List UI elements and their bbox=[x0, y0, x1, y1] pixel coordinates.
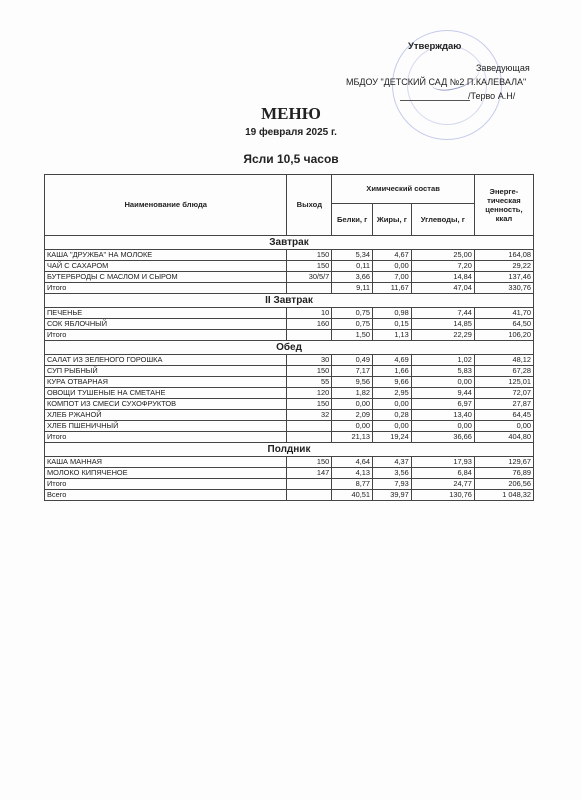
dish-name: ХЛЕБ РЖАНОЙ bbox=[45, 410, 287, 421]
energy-cell: 41,70 bbox=[474, 308, 533, 319]
group-name: Ясли 10,5 часов bbox=[243, 152, 339, 166]
section-title: II Завтрак bbox=[45, 294, 534, 308]
protein-cell: 1,50 bbox=[332, 330, 373, 341]
menu-table-body bbox=[45, 236, 534, 501]
fat-cell: 0,00 bbox=[373, 399, 412, 410]
carbs-cell: 6,84 bbox=[411, 468, 474, 479]
header-fat: Жиры, г bbox=[373, 204, 412, 236]
table-row bbox=[45, 457, 534, 468]
table-row bbox=[45, 308, 534, 319]
energy-cell: 1 048,32 bbox=[474, 490, 533, 501]
output-cell: 32 bbox=[287, 410, 332, 421]
table-row bbox=[45, 468, 534, 479]
protein-cell: 5,34 bbox=[332, 250, 373, 261]
carbs-cell: 7,44 bbox=[411, 308, 474, 319]
fat-cell: 4,69 bbox=[373, 355, 412, 366]
protein-cell: 0,75 bbox=[332, 319, 373, 330]
output-cell: 30 bbox=[287, 355, 332, 366]
fat-cell: 7,00 bbox=[373, 272, 412, 283]
fat-cell: 2,95 bbox=[373, 388, 412, 399]
fat-cell: 3,56 bbox=[373, 468, 412, 479]
output-cell bbox=[287, 330, 332, 341]
energy-cell: 137,46 bbox=[474, 272, 533, 283]
protein-cell: 2,09 bbox=[332, 410, 373, 421]
protein-cell: 4,64 bbox=[332, 457, 373, 468]
dish-name: СУП РЫБНЫЙ bbox=[45, 366, 287, 377]
signature-line bbox=[400, 100, 470, 101]
fat-cell: 39,97 bbox=[373, 490, 412, 501]
total-row bbox=[45, 479, 534, 490]
carbs-cell: 5,83 bbox=[411, 366, 474, 377]
dish-name: КАША МАННАЯ bbox=[45, 457, 287, 468]
dish-name: ЧАЙ С САХАРОМ bbox=[45, 261, 287, 272]
fat-cell: 11,67 bbox=[373, 283, 412, 294]
total-row bbox=[45, 432, 534, 443]
energy-cell: 164,08 bbox=[474, 250, 533, 261]
energy-cell: 125,01 bbox=[474, 377, 533, 388]
dish-name: ПЕЧЕНЬЕ bbox=[45, 308, 287, 319]
fat-cell: 9,66 bbox=[373, 377, 412, 388]
carbs-cell: 17,93 bbox=[411, 457, 474, 468]
protein-cell: 0,00 bbox=[332, 399, 373, 410]
output-cell: 150 bbox=[287, 457, 332, 468]
carbs-cell: 6,97 bbox=[411, 399, 474, 410]
fat-cell: 1,66 bbox=[373, 366, 412, 377]
protein-cell: 0,00 bbox=[332, 421, 373, 432]
total-label: Итого bbox=[45, 432, 287, 443]
output-cell: 150 bbox=[287, 366, 332, 377]
protein-cell: 40,51 bbox=[332, 490, 373, 501]
total-label: Итого bbox=[45, 283, 287, 294]
fat-cell: 0,00 bbox=[373, 261, 412, 272]
fat-cell: 19,24 bbox=[373, 432, 412, 443]
energy-cell: 106,20 bbox=[474, 330, 533, 341]
energy-cell: 404,80 bbox=[474, 432, 533, 443]
approval-position: Заведующая bbox=[476, 63, 530, 73]
table-row bbox=[45, 355, 534, 366]
output-cell bbox=[287, 490, 332, 501]
section-title: Полдник bbox=[45, 443, 534, 457]
dish-name: ХЛЕБ ПШЕНИЧНЫЙ bbox=[45, 421, 287, 432]
energy-cell: 48,12 bbox=[474, 355, 533, 366]
carbs-cell: 36,66 bbox=[411, 432, 474, 443]
table-row bbox=[45, 250, 534, 261]
table-row bbox=[45, 261, 534, 272]
section-row bbox=[45, 341, 534, 355]
fat-cell: 4,37 bbox=[373, 457, 412, 468]
section-title: Завтрак bbox=[45, 236, 534, 250]
carbs-cell: 130,76 bbox=[411, 490, 474, 501]
total-row bbox=[45, 330, 534, 341]
header-energy: Энерге-тическая ценность, ккал bbox=[474, 175, 533, 236]
section-row bbox=[45, 236, 534, 250]
output-cell: 147 bbox=[287, 468, 332, 479]
protein-cell: 9,56 bbox=[332, 377, 373, 388]
section-title: Обед bbox=[45, 341, 534, 355]
dish-name: КАША "ДРУЖБА" НА МОЛОКЕ bbox=[45, 250, 287, 261]
energy-cell: 330,76 bbox=[474, 283, 533, 294]
protein-cell: 0,75 bbox=[332, 308, 373, 319]
output-cell bbox=[287, 432, 332, 443]
output-cell bbox=[287, 283, 332, 294]
protein-cell: 8,77 bbox=[332, 479, 373, 490]
fat-cell: 0,00 bbox=[373, 421, 412, 432]
carbs-cell: 0,00 bbox=[411, 377, 474, 388]
header-protein: Белки, г bbox=[332, 204, 373, 236]
total-label: Итого bbox=[45, 330, 287, 341]
output-cell: 160 bbox=[287, 319, 332, 330]
carbs-cell: 7,20 bbox=[411, 261, 474, 272]
approval-name: /Терво А.Н/ bbox=[468, 91, 516, 101]
table-row bbox=[45, 410, 534, 421]
energy-cell: 64,45 bbox=[474, 410, 533, 421]
total-row bbox=[45, 283, 534, 294]
dish-name: ОВОЩИ ТУШЕНЫЕ НА СМЕТАНЕ bbox=[45, 388, 287, 399]
carbs-cell: 22,29 bbox=[411, 330, 474, 341]
menu-date: 19 февраля 2025 г. bbox=[245, 127, 337, 138]
carbs-cell: 13,40 bbox=[411, 410, 474, 421]
output-cell: 10 bbox=[287, 308, 332, 319]
header-carbs: Углеводы, г bbox=[411, 204, 474, 236]
dish-name: КОМПОТ ИЗ СМЕСИ СУХОФРУКТОВ bbox=[45, 399, 287, 410]
dish-name: БУТЕРБРОДЫ С МАСЛОМ И СЫРОМ bbox=[45, 272, 287, 283]
approval-organization: МБДОУ "ДЕТСКИЙ САД №2 П.КАЛЕВАЛА" bbox=[346, 77, 527, 87]
carbs-cell: 25,00 bbox=[411, 250, 474, 261]
protein-cell: 21,13 bbox=[332, 432, 373, 443]
table-row bbox=[45, 272, 534, 283]
protein-cell: 7,17 bbox=[332, 366, 373, 377]
energy-cell: 72,07 bbox=[474, 388, 533, 399]
menu-table bbox=[44, 174, 534, 501]
protein-cell: 9,11 bbox=[332, 283, 373, 294]
protein-cell: 0,49 bbox=[332, 355, 373, 366]
fat-cell: 1,13 bbox=[373, 330, 412, 341]
section-row bbox=[45, 443, 534, 457]
dish-name: КУРА ОТВАРНАЯ bbox=[45, 377, 287, 388]
dish-name: МОЛОКО КИПЯЧЕНОЕ bbox=[45, 468, 287, 479]
output-cell bbox=[287, 479, 332, 490]
header-output: Выход bbox=[287, 175, 332, 236]
energy-cell: 129,67 bbox=[474, 457, 533, 468]
carbs-cell: 0,00 bbox=[411, 421, 474, 432]
energy-cell: 0,00 bbox=[474, 421, 533, 432]
carbs-cell: 47,04 bbox=[411, 283, 474, 294]
dish-name: САЛАТ ИЗ ЗЕЛЕНОГО ГОРОШКА bbox=[45, 355, 287, 366]
fat-cell: 7,93 bbox=[373, 479, 412, 490]
total-label: Итого bbox=[45, 479, 287, 490]
protein-cell: 4,13 bbox=[332, 468, 373, 479]
fat-cell: 0,98 bbox=[373, 308, 412, 319]
section-row bbox=[45, 294, 534, 308]
protein-cell: 1,82 bbox=[332, 388, 373, 399]
carbs-cell: 9,44 bbox=[411, 388, 474, 399]
energy-cell: 206,56 bbox=[474, 479, 533, 490]
table-row bbox=[45, 319, 534, 330]
grand-total-row bbox=[45, 490, 534, 501]
page-title: МЕНЮ bbox=[261, 104, 321, 123]
dish-name: СОК ЯБЛОЧНЫЙ bbox=[45, 319, 287, 330]
fat-cell: 0,15 bbox=[373, 319, 412, 330]
output-cell bbox=[287, 421, 332, 432]
header-name: Наименование блюда bbox=[45, 175, 287, 236]
energy-cell: 27,87 bbox=[474, 399, 533, 410]
table-row bbox=[45, 399, 534, 410]
output-cell: 150 bbox=[287, 399, 332, 410]
total-label: Всего bbox=[45, 490, 287, 501]
table-row bbox=[45, 421, 534, 432]
approval-label: Утверждаю bbox=[408, 41, 462, 52]
table-row bbox=[45, 388, 534, 399]
output-cell: 150 bbox=[287, 261, 332, 272]
protein-cell: 3,66 bbox=[332, 272, 373, 283]
output-cell: 30/5/7 bbox=[287, 272, 332, 283]
table-row bbox=[45, 377, 534, 388]
table-row bbox=[45, 366, 534, 377]
fat-cell: 0,28 bbox=[373, 410, 412, 421]
carbs-cell: 24,77 bbox=[411, 479, 474, 490]
carbs-cell: 14,85 bbox=[411, 319, 474, 330]
energy-cell: 29,22 bbox=[474, 261, 533, 272]
fat-cell: 4,67 bbox=[373, 250, 412, 261]
carbs-cell: 14,84 bbox=[411, 272, 474, 283]
protein-cell: 0,11 bbox=[332, 261, 373, 272]
output-cell: 150 bbox=[287, 250, 332, 261]
output-cell: 55 bbox=[287, 377, 332, 388]
output-cell: 120 bbox=[287, 388, 332, 399]
header-chem: Химический состав bbox=[332, 175, 475, 204]
carbs-cell: 1,02 bbox=[411, 355, 474, 366]
energy-cell: 76,89 bbox=[474, 468, 533, 479]
energy-cell: 64,50 bbox=[474, 319, 533, 330]
energy-cell: 67,28 bbox=[474, 366, 533, 377]
